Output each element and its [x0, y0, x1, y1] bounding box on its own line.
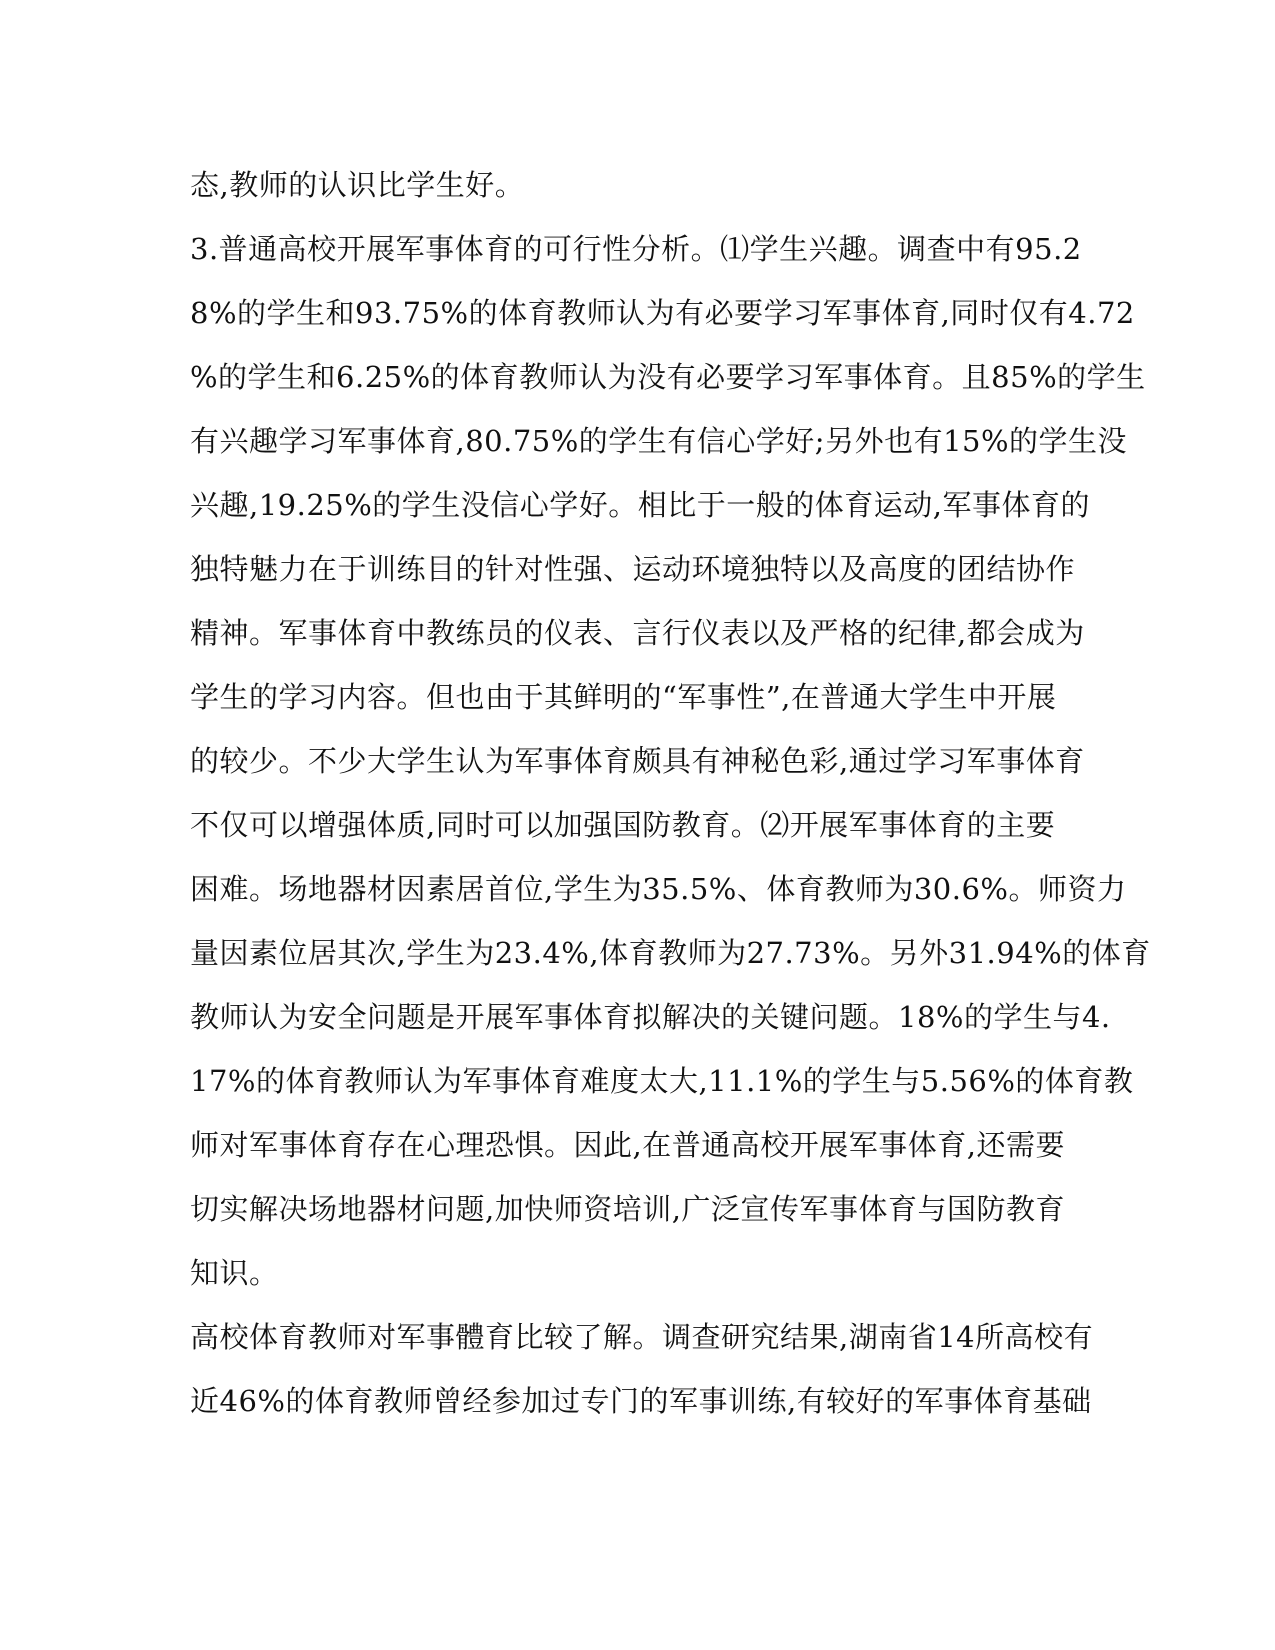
- text-line: 不仅可以增强体质,同时可以加强国防教育。⑵开展军事体育的主要: [190, 808, 1056, 842]
- text-line: 态,教师的认识比学生好。: [190, 168, 525, 202]
- text-line: 精神。军事体育中教练员的仪表、言行仪表以及严格的纪律,都会成为: [190, 616, 1085, 650]
- text-line: 3.普通高校开展军事体育的可行性分析。⑴学生兴趣。调查中有95.2: [190, 232, 1082, 266]
- text-line: 教师认为安全问题是开展军事体育拟解决的关键问题。18%的学生与4.: [190, 1000, 1111, 1034]
- text-line: 近46%的体育教师曾经参加过专门的军事训练,有较好的军事体育基础: [190, 1384, 1092, 1418]
- text-line: 的较少。不少大学生认为军事体育颇具有神秘色彩,通过学习军事体育: [190, 744, 1085, 778]
- text-line: 知识。: [190, 1256, 279, 1290]
- text-line: 学生的学习内容。但也由于其鲜明的“军事性”,在普通大学生中开展: [190, 680, 1057, 714]
- text-line: %的学生和6.25%的体育教师认为没有必要学习军事体育。且85%的学生: [190, 360, 1146, 394]
- text-line: 17%的体育教师认为军事体育难度太大,11.1%的学生与5.56%的体育教: [190, 1064, 1134, 1098]
- text-line: 师对军事体育存在心理恐惧。因此,在普通高校开展军事体育,还需要: [190, 1128, 1065, 1162]
- text-line: 8%的学生和93.75%的体育教师认为有必要学习军事体育,同时仅有4.72: [190, 296, 1135, 330]
- text-line: 切实解决场地器材问题,加快师资培训,广泛宣传军事体育与国防教育: [190, 1192, 1065, 1226]
- text-line: 独特魅力在于训练目的针对性强、运动环境独特以及高度的团结协作: [190, 552, 1076, 586]
- text-line: 兴趣,19.25%的学生没信心学好。相比于一般的体育运动,军事体育的: [190, 488, 1091, 522]
- text-line: 有兴趣学习军事体育,80.75%的学生有信心学好;另外也有15%的学生没: [190, 424, 1128, 458]
- text-line: 量因素位居其次,学生为23.4%,体育教师为27.73%。另外31.94%的体育: [190, 936, 1151, 970]
- text-line: 困难。场地器材因素居首位,学生为35.5%、体育教师为30.6%。师资力: [190, 872, 1127, 906]
- text-line: 高校体育教师对军事體育比较了解。调查研究结果,湖南省14所高校有: [190, 1320, 1094, 1354]
